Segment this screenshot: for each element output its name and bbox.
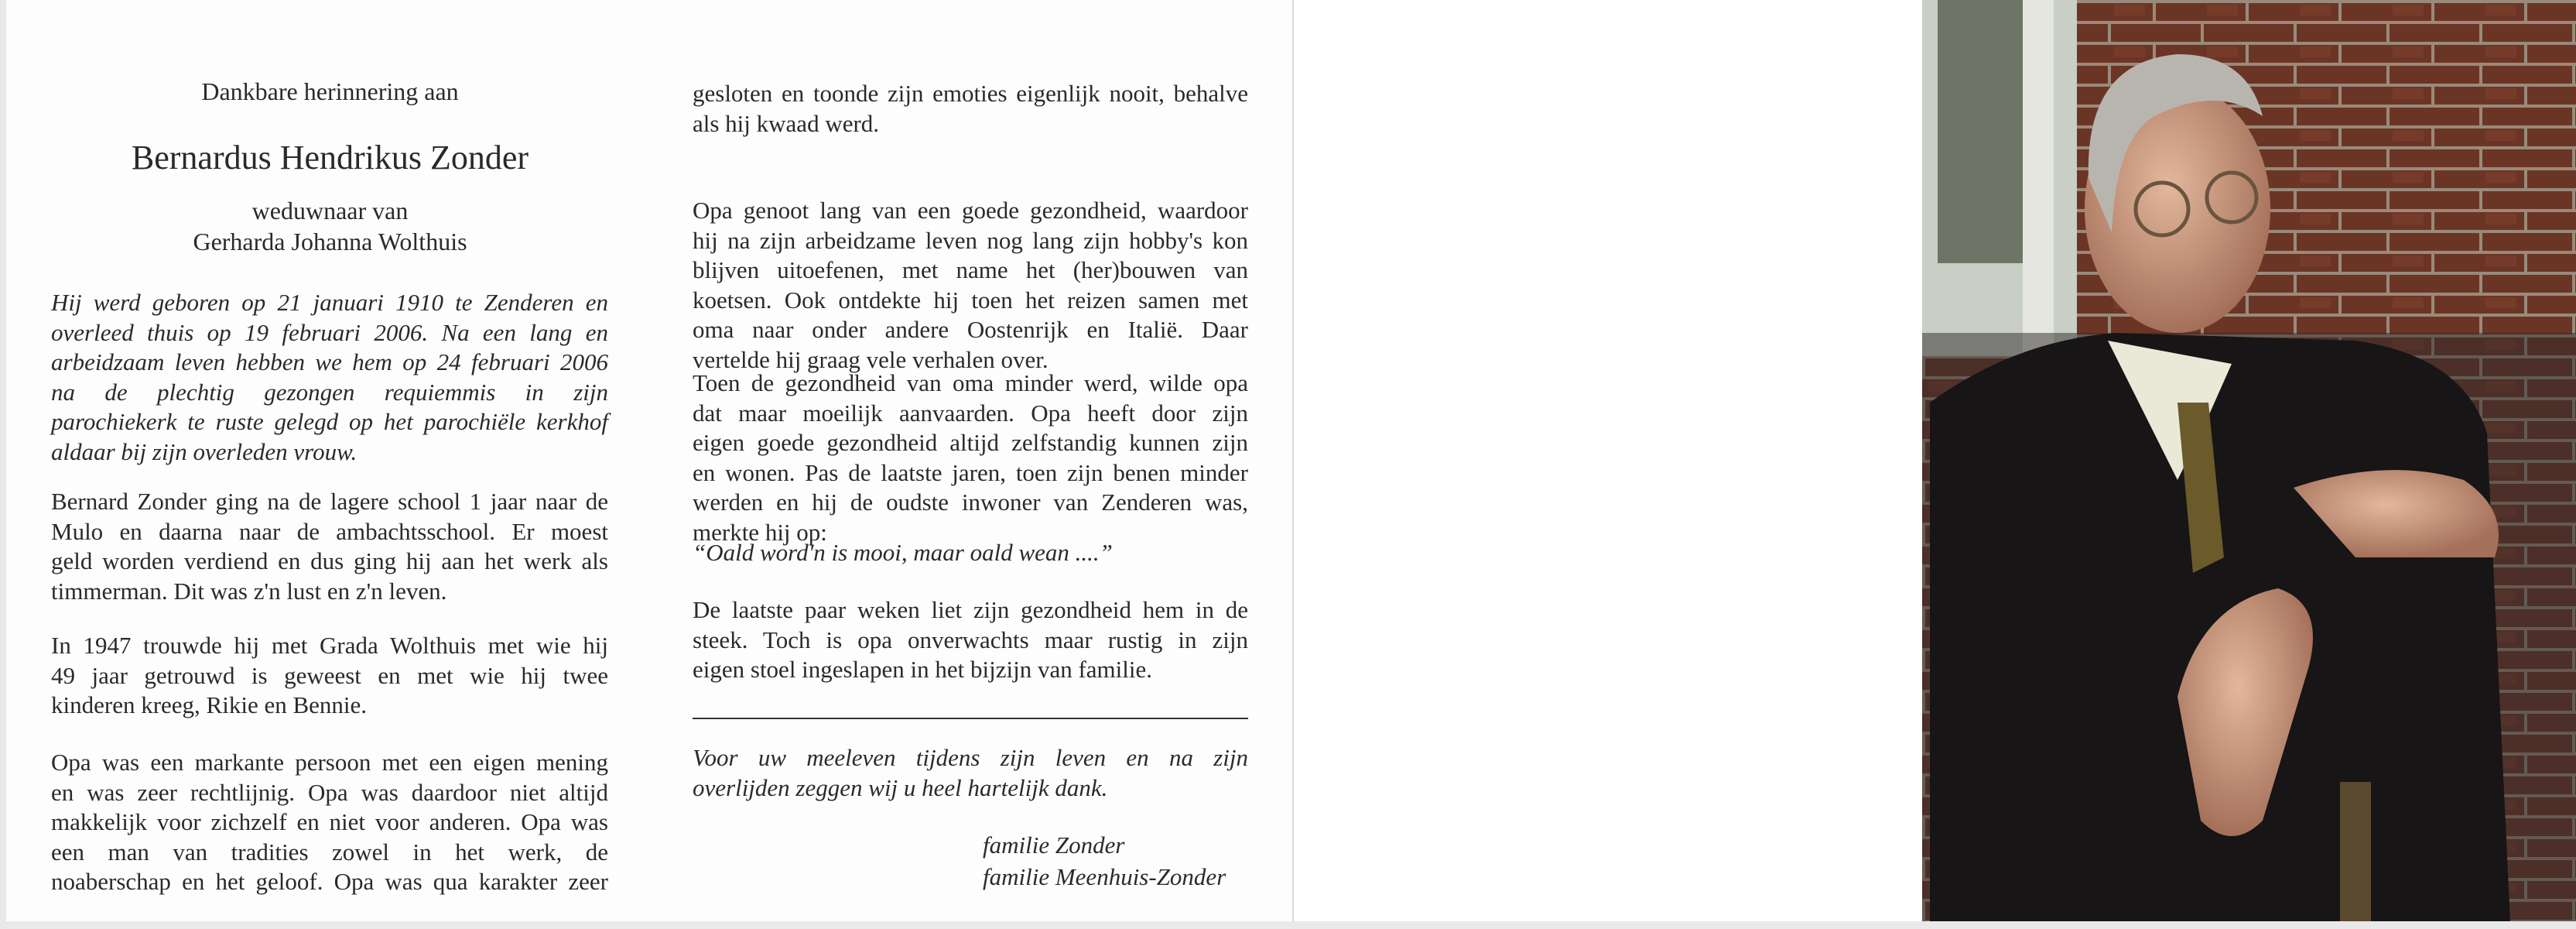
intro-line: Dankbare herinnering aan [201,77,459,105]
text-line: hij na zijn arbeidzame leven nog lang zijn hobby's kon [693,226,1248,254]
left-paragraph [51,631,608,721]
mid-paragraph [693,538,1248,568]
text-line: gesloten en toonde zijn emoties eigenlijk nooit, behalve [693,80,1248,107]
deceased-name: Bernardus Hendrikus Zonder [131,139,529,177]
text-line: steek. Toch is opa onverwachts maar rustig in zijn [693,626,1248,653]
mid-paragraph [693,743,1248,803]
text-line: overleed thuis op 19 februari 2006. Na een lang en [51,318,608,346]
mid-paragraph [693,369,1248,547]
text-line: eigen goede gezondheid altijd zelfstandig kunnen zijn [693,429,1248,456]
text-line: makkelijk voor zichzelf en niet voor anderen. Opa was [51,808,608,835]
text-line: dat maar moeilijk aanvaarden. Opa heeft door zijn [693,399,1248,427]
text-line: “Oald word'n is mooi, maar oald wean ....” [693,539,1113,566]
text-line: Opa was een markante persoon met een eigen mening [51,749,608,776]
mid-paragraph [693,595,1248,685]
signature-2: familie Meenhuis-Zonder [983,863,1226,890]
text-line: kinderen kreeg, Rikie en Bennie. [51,691,368,718]
widower-label: weduwnaar van [251,197,409,225]
signature-1: familie Zonder [983,831,1125,859]
text-line: aldaar bij zijn overleden vrouw. [51,437,357,465]
text-line: oma naar onder andere Oostenrijk en Italië. Daar [693,316,1248,343]
text-line: Toen de gezondheid van oma minder werd, wilde opa [693,369,1248,396]
left-paragraph [51,487,608,606]
text-line: Voor uw meeleven tijdens zijn leven en na zijn [693,744,1248,771]
left-paragraph [51,748,608,897]
text-line: een man van tradities zowel in het werk, de [51,838,608,866]
mid-paragraph [693,79,1248,139]
text-line: vertelde hij graag vele verhalen over. [693,345,1049,373]
portrait-image [1922,0,2576,921]
text-line: noaberschap en het geloof. Opa was qua karakter zeer [51,868,608,895]
text-line: geld worden verdiend en dus ging hij aan het werk als [51,547,608,574]
text-line: eigen stoel ingeslapen in het bijzijn van familie. [693,656,1152,683]
spouse-name: Gerharda Johanna Wolthuis [193,228,467,255]
text-line: De laatste paar weken liet zijn gezondheid hem in de [693,596,1248,623]
text-line: In 1947 trouwde hij met Grada Wolthuis met wie hij [51,632,608,659]
text-line: Bernard Zonder ging na de lagere school 1 jaar naar de [51,488,608,515]
divider-line [693,718,1248,719]
text-line: werden en hij de oudste inwoner van Zenderen was, [693,488,1248,516]
left-paragraph [51,288,608,467]
text-line: na de plechtig gezongen requiemmis in zijn [51,378,608,406]
text-line: en was zeer rechtlijnig. Opa was daardoor niet altijd [51,778,608,806]
text-line: parochiekerk te ruste gelegd op het parochiële kerkhof [51,408,608,435]
portrait-photo [1922,0,2576,921]
text-line: blijven uitoefenen, met name het (her)bouwen van [693,256,1248,283]
text-line: timmerman. Dit was z'n lust en z'n leven. [51,577,447,605]
text-line: arbeidzaam leven hebben we hem op 24 februari 2006 [51,348,608,375]
text-line: merkte hij op: [693,518,827,546]
text-line: 49 jaar getrouwd is geweest en met wie hij twee [51,661,608,689]
text-line: en wonen. Pas de laatste jaren, toen zijn benen minder [693,458,1248,486]
text-line: overlijden zeggen wij u heel hartelijk dank. [693,773,1108,801]
text-line: Opa genoot lang van een goede gezondheid, waardoor [693,197,1248,224]
text-line: als hij kwaad werd. [693,109,880,137]
text-line: Mulo en daarna naar de ambachtsschool. Er moest [51,517,608,545]
text-line: koetsen. Ook ontdekte hij toen het reizen samen met [693,286,1248,314]
mid-paragraph [693,196,1248,375]
text-line: Hij werd geboren op 21 januari 1910 te Zenderen en [51,289,608,316]
blank-panel [1294,0,1922,921]
